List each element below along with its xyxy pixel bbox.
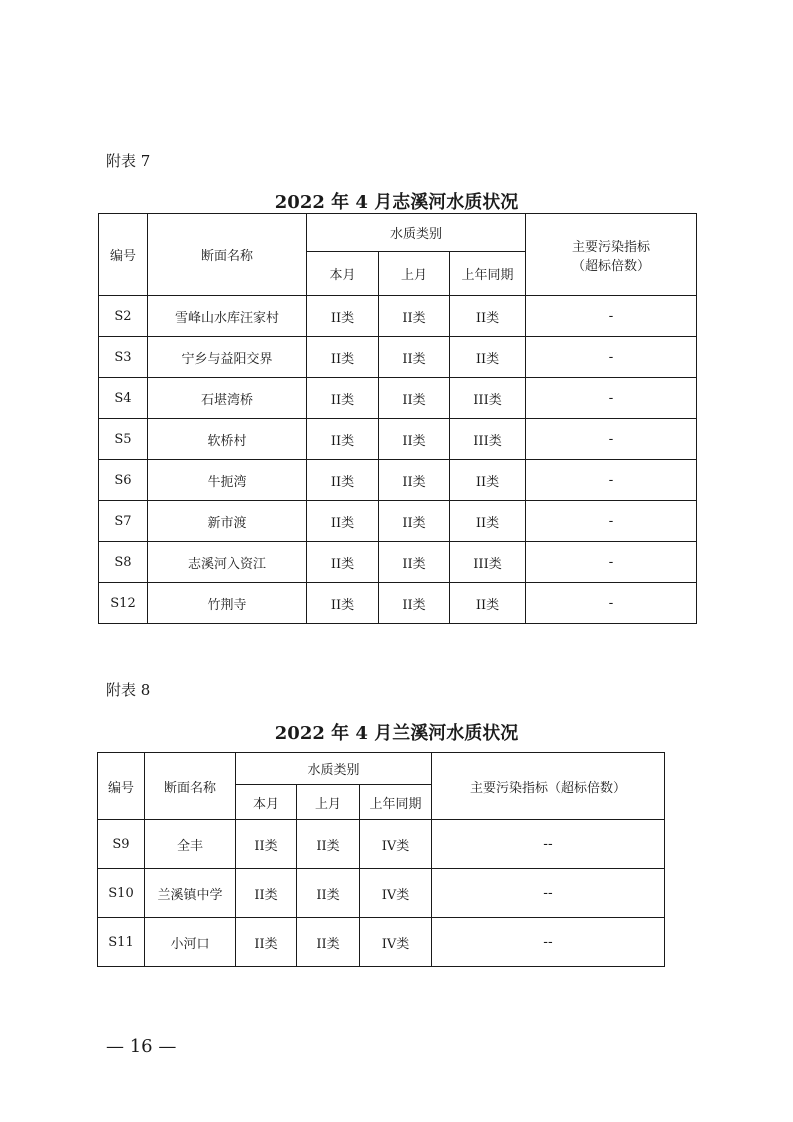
header-this-month: 本月 <box>236 785 297 820</box>
cell-id: S9 <box>98 820 145 869</box>
cell-pollutant: - <box>526 542 697 583</box>
cell-name: 雪峰山水库汪家村 <box>148 296 307 337</box>
cell-name: 宁乡与益阳交界 <box>148 337 307 378</box>
appendix-label-8: 附表 8 <box>106 681 151 699</box>
table-7 <box>98 213 697 624</box>
table-row <box>99 501 697 542</box>
cell-last-month: II类 <box>379 542 450 583</box>
cell-name: 新市渡 <box>148 501 307 542</box>
table-row <box>99 378 697 419</box>
cell-last-year: II类 <box>450 501 526 542</box>
cell-last-month: II类 <box>379 460 450 501</box>
cell-last-year: II类 <box>450 296 526 337</box>
cell-id: S7 <box>99 501 148 542</box>
cell-pollutant: -- <box>432 869 665 918</box>
cell-name: 竹荆寺 <box>148 583 307 624</box>
cell-this-month: II类 <box>307 296 379 337</box>
header-quality-group: 水质类别 <box>236 753 432 785</box>
cell-this-month: II类 <box>307 419 379 460</box>
cell-last-year: III类 <box>450 542 526 583</box>
header-pollutant: 主要污染指标（超标倍数） <box>432 753 665 820</box>
table-row <box>99 419 697 460</box>
cell-last-month: II类 <box>379 378 450 419</box>
cell-this-month: II类 <box>236 820 297 869</box>
cell-this-month: II类 <box>307 378 379 419</box>
table-row <box>99 583 697 624</box>
page-number: — 16 — <box>106 1036 177 1057</box>
header-name: 断面名称 <box>148 214 307 296</box>
cell-pollutant: -- <box>432 820 665 869</box>
header-last-year: 上年同期 <box>450 252 526 296</box>
table-row <box>98 869 665 918</box>
cell-this-month: II类 <box>236 918 297 967</box>
cell-last-year: IV类 <box>360 918 432 967</box>
header-pollutant-main: 主要污染指标 <box>571 239 650 255</box>
header-name: 断面名称 <box>145 753 236 820</box>
cell-last-year: III类 <box>450 419 526 460</box>
cell-last-year: III类 <box>450 378 526 419</box>
appendix-label-7: 附表 7 <box>106 152 151 170</box>
header-id: 编号 <box>99 214 148 296</box>
cell-pollutant: - <box>526 501 697 542</box>
header-pollutant-sub: （超标倍数） <box>571 258 650 274</box>
header-last-month: 上月 <box>379 252 450 296</box>
header-last-month: 上月 <box>297 785 360 820</box>
cell-pollutant: - <box>526 296 697 337</box>
cell-id: S4 <box>99 378 148 419</box>
cell-this-month: II类 <box>307 542 379 583</box>
cell-name: 牛扼湾 <box>148 460 307 501</box>
cell-last-year: II类 <box>450 583 526 624</box>
cell-last-year: II类 <box>450 337 526 378</box>
cell-pollutant: - <box>526 419 697 460</box>
cell-id: S12 <box>99 583 148 624</box>
header-last-year: 上年同期 <box>360 785 432 820</box>
cell-name: 软桥村 <box>148 419 307 460</box>
cell-this-month: II类 <box>307 583 379 624</box>
cell-last-month: II类 <box>297 820 360 869</box>
table-row <box>99 460 697 501</box>
cell-this-month: II类 <box>307 460 379 501</box>
cell-pollutant: - <box>526 337 697 378</box>
cell-last-month: II类 <box>379 296 450 337</box>
header-quality-group: 水质类别 <box>307 214 526 252</box>
cell-id: S3 <box>99 337 148 378</box>
cell-id: S8 <box>99 542 148 583</box>
cell-last-month: II类 <box>379 419 450 460</box>
cell-name: 小河口 <box>145 918 236 967</box>
cell-last-year: II类 <box>450 460 526 501</box>
header-pollutant <box>526 214 697 296</box>
cell-pollutant: -- <box>432 918 665 967</box>
cell-id: S6 <box>99 460 148 501</box>
table-row <box>98 918 665 967</box>
cell-id: S5 <box>99 419 148 460</box>
cell-name: 石堪湾桥 <box>148 378 307 419</box>
cell-name: 兰溪镇中学 <box>145 869 236 918</box>
cell-last-year: IV类 <box>360 820 432 869</box>
cell-this-month: II类 <box>307 337 379 378</box>
cell-last-year: IV类 <box>360 869 432 918</box>
cell-last-month: II类 <box>297 869 360 918</box>
cell-name: 全丰 <box>145 820 236 869</box>
cell-id: S11 <box>98 918 145 967</box>
cell-pollutant: - <box>526 378 697 419</box>
cell-this-month: II类 <box>307 501 379 542</box>
cell-id: S2 <box>99 296 148 337</box>
table-8-title: 2022 年 4 月兰溪河水质状况 <box>274 723 519 744</box>
header-this-month: 本月 <box>307 252 379 296</box>
cell-pollutant: - <box>526 460 697 501</box>
cell-last-month: II类 <box>379 501 450 542</box>
cell-this-month: II类 <box>236 869 297 918</box>
cell-last-month: II类 <box>379 583 450 624</box>
table-row <box>98 820 665 869</box>
cell-last-month: II类 <box>297 918 360 967</box>
table-8 <box>97 752 665 967</box>
cell-pollutant: - <box>526 583 697 624</box>
table-7-title: 2022 年 4 月志溪河水质状况 <box>274 192 519 213</box>
cell-id: S10 <box>98 869 145 918</box>
cell-name: 志溪河入资江 <box>148 542 307 583</box>
header-id: 编号 <box>98 753 145 820</box>
table-row <box>99 337 697 378</box>
table-row <box>99 296 697 337</box>
cell-last-month: II类 <box>379 337 450 378</box>
table-row <box>99 542 697 583</box>
